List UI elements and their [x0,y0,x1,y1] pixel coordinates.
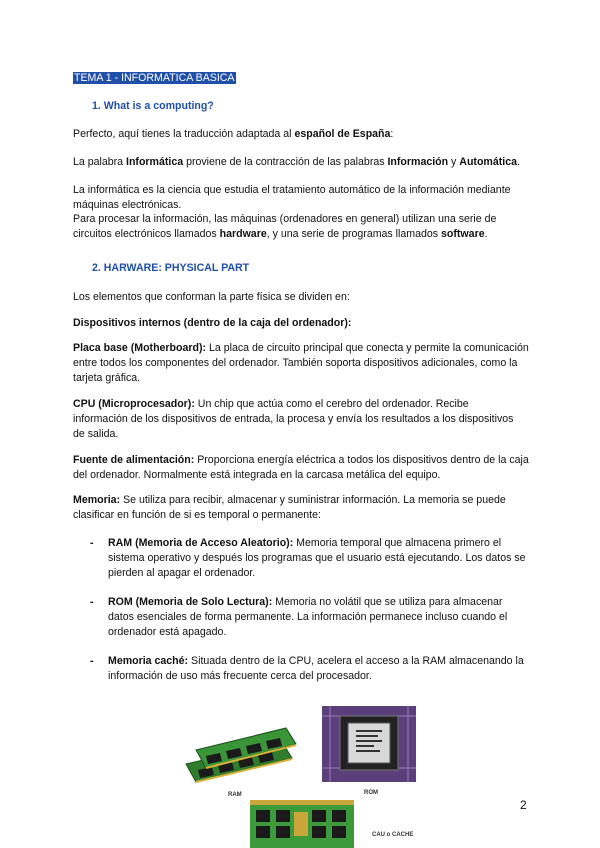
document-title: TEMA 1 - INFORMATICA BASICA [74,72,235,84]
internal-devices-heading: Dispositivos internos (dentro de la caja del ordenador): [73,317,352,329]
fuente-paragraph: Fuente de alimentación: Proporciona energía eléctrica a todos los dispositivos dentro de la caja del ordenador. Normalmente está integrada en la carcasa metálica del equipo. [73,454,529,481]
document-page: TEMA 1 - INFORMATICA BASICA 1. What is a computing? Perfecto, aquí tienes la traducción adaptada al español de España: La palabra Informática proviene de la contracción de las palabras Información y Automática. La informática es la ciencia que estudia el tratamiento automático de la información mediante máquinas electrónicas. Para procesar la información, las máquinas (ordenadores en general) utilizan una serie de circuitos electrónicos llamados hardware, y una serie de programas llamados software. 2. HARWARE: PHYSICAL PART Los elementos que conforman la parte física se dividen en: Dispositivos internos (dentro de la caja del ordenador): Placa base (Motherboard): La placa de circuito principal que conecta y permite la comunicación entre todos los componentes del ordenador. También soporta dispositivos adicionales, como la tarjeta gráfica. CPU (Microprocesador): Un chip que actúa como el cerebro del ordenador. Recibe información de los dispositivos de entrada, la procesa y envía los resultados a los dispositivos de salida. Fuente de alimentación: Proporciona energía eléctrica a todos los dispositivos dentro de la caja del ordenador. Normalmente está integrada en la carcasa metálica del equipo. Memoria: Se utiliza para recibir, almacenar y suministrar información. La memoria se puede clasificar en función de si es temporal o permanente: - RAM (Memoria de Acceso Aleatorio): Memoria temporal que almacena primero el sistema operativo y después los programas que el usuario está ejecutando. Los datos se pierden al apagar el ordenador. - ROM (Memoria de Solo Lectura): Memoria no volátil que se utiliza para almacenar datos esenciales de forma permanente. La información permanece incluso cuando el ordenador está apagado. - Memoria caché: Situada dentro de la CPU, acelera el acceso a la RAM almacenando la información de uso más frecuente cerca del procesador. RAM ROM CAU o CACHE 2 [0,0,600,848]
paragraph-2: La informática es la ciencia que estudia el tratamiento automático de la información mediante máquinas electrónicas. [73,184,511,211]
rom-image [322,706,416,782]
section-2-heading: 2. HARWARE: PHYSICAL PART [92,262,250,274]
section-1-heading: 1. What is a computing? [92,100,214,112]
page-number: 2 [520,798,527,812]
ram-caption: RAM [228,792,242,798]
intro-paragraph: Perfecto, aquí tienes la traducción adaptada al español de España: [73,128,394,140]
cpu-paragraph: CPU (Microprocesador): Un chip que actúa como el cerebro del ordenador. Recibe información de los dispositivos de entrada, la procesa y envía los resultados a los dispositivos de salida. [73,398,514,440]
paragraph-3: Para procesar la información, las máquinas (ordenadores en general) utilizan una serie de circuitos electrónicos llamados hardware, y una serie de programas llamados software. [73,213,497,240]
rom-caption: ROM [364,790,378,796]
section-2-intro: Los elementos que conforman la parte física se dividen en: [73,291,350,303]
cache-image [250,800,354,848]
paragraph-1: La palabra Informática proviene de la contracción de las palabras Información y Automática. [73,156,520,168]
cache-caption: CAU o CACHE [372,832,414,838]
memoria-paragraph: Memoria: Se utiliza para recibir, almacenar y suministrar información. La memoria se puede clasificar en función de si es temporal o permanente: [73,494,506,521]
ram-image [174,706,306,802]
placa-base-paragraph: Placa base (Motherboard): La placa de circuito principal que conecta y permite la comunicación entre todos los componentes del ordenador. También soporta dispositivos adicionales, como la tarjeta gráfica. [73,342,529,384]
